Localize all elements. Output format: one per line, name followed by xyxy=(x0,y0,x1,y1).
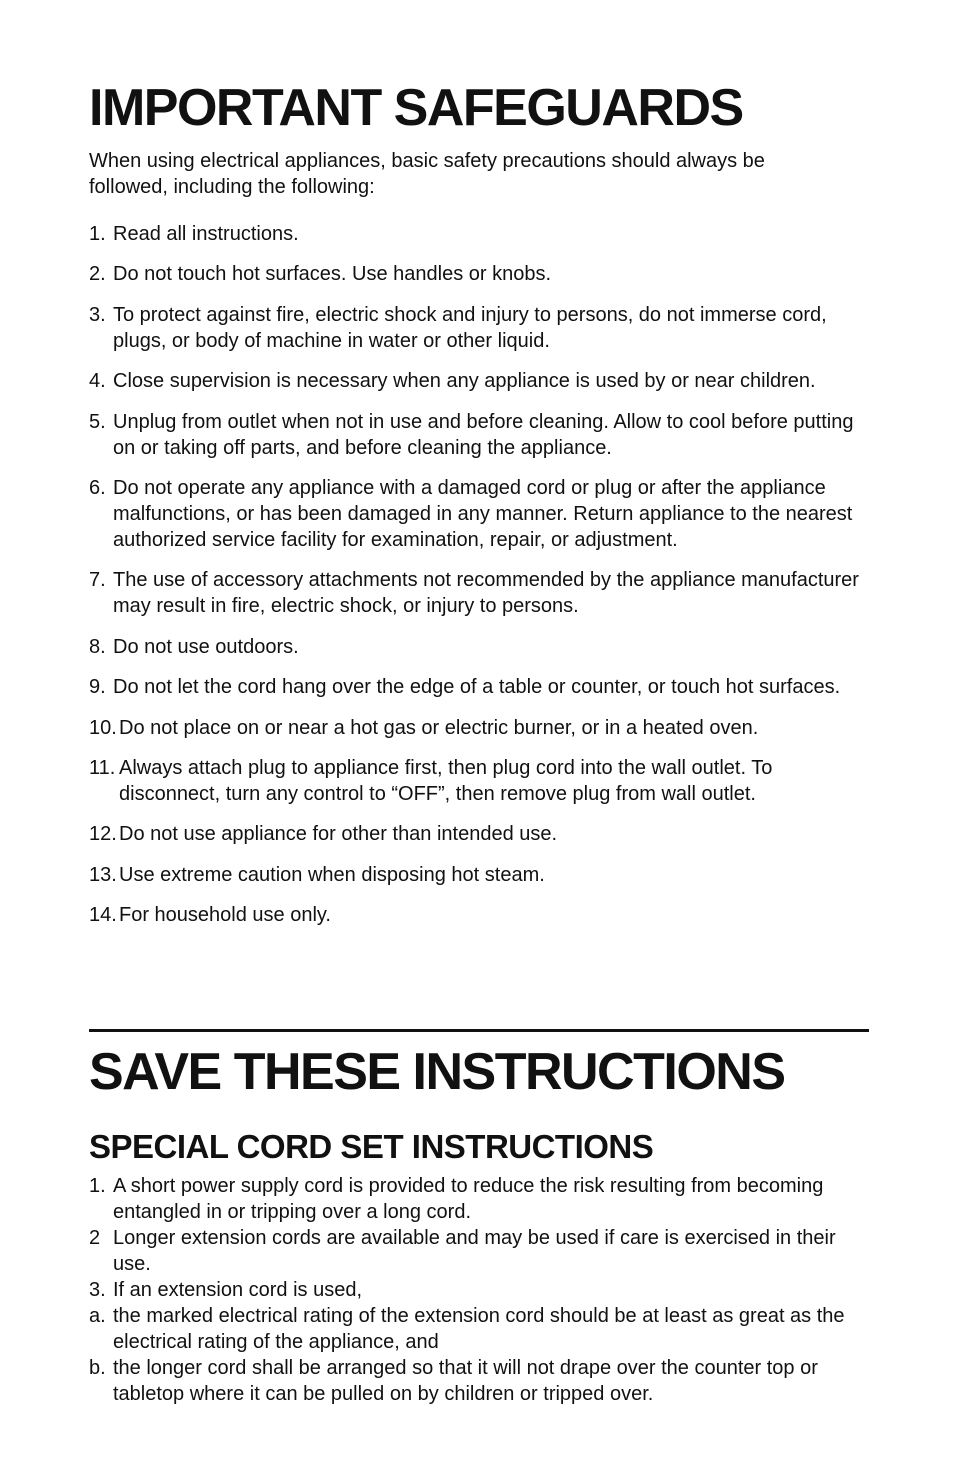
item-text: Read all instructions. xyxy=(113,223,299,245)
list-item xyxy=(89,475,869,553)
item-text: If an extension cord is used, xyxy=(113,1279,363,1301)
section-divider xyxy=(89,1029,869,1032)
item-text: Longer extension cords are available and may be used if care is exercised in their use. xyxy=(113,1227,836,1275)
item-number: 8. xyxy=(89,635,106,658)
list-item xyxy=(89,1225,869,1277)
item-text: The use of accessory attachments not recommended by the appliance manufacturer may result in fire, electric shock, or injury to persons. xyxy=(113,569,859,618)
item-number: 12. xyxy=(89,823,117,846)
item-text: For household use only. xyxy=(119,904,331,927)
item-number: a. xyxy=(89,1305,106,1327)
list-item xyxy=(89,302,869,354)
item-number: 2. xyxy=(89,263,106,286)
list-item xyxy=(89,821,869,847)
item-text: Use extreme caution when disposing hot steam. xyxy=(119,863,545,886)
list-item xyxy=(89,261,869,287)
item-text: A short power supply cord is provided to reduce the risk resulting from becoming entangled in or tripping over a long cord. xyxy=(113,1175,824,1223)
cord-section-title: SPECIAL CORD SET INSTRUCTIONS xyxy=(89,1128,654,1165)
item-number: 2 xyxy=(89,1227,101,1249)
safeguards-list xyxy=(89,221,869,942)
cord-instructions-list xyxy=(89,1173,869,1407)
item-number: 3. xyxy=(89,303,106,326)
list-item xyxy=(89,674,869,700)
item-text: Do not operate any appliance with a damaged cord or plug or after the appliance malfunctions, or has been damaged in any manner. Return appliance to the nearest authorized service facility for examination, repair, or adjustment. xyxy=(113,476,853,551)
item-text: Do not touch hot surfaces. Use handles or knobs. xyxy=(113,263,552,286)
item-text: Do not let the cord hang over the edge of a table or counter, or touch hot surfaces. xyxy=(113,676,841,699)
list-item xyxy=(89,1303,869,1355)
list-item xyxy=(89,862,869,888)
item-number: 5. xyxy=(89,410,106,433)
item-number: 14. xyxy=(89,904,117,927)
item-text: To protect against fire, electric shock and injury to persons, do not immerse cord, plugs, or body of machine in water or other liquid. xyxy=(113,303,827,352)
item-number: 10. xyxy=(89,716,117,739)
list-item xyxy=(89,409,869,461)
list-item xyxy=(89,902,869,928)
item-number: 1. xyxy=(89,223,106,245)
item-text: Always attach plug to appliance first, then plug cord into the wall outlet. To disconnect, turn any control to “OFF”, then remove plug from wall outlet. xyxy=(119,756,773,805)
item-text: Do not use appliance for other than intended use. xyxy=(119,823,558,846)
item-number: 11. xyxy=(89,756,116,779)
item-number: 4. xyxy=(89,370,106,393)
item-number: 1. xyxy=(89,1175,106,1197)
list-item xyxy=(89,221,869,247)
list-item xyxy=(89,1355,869,1407)
item-text: Unplug from outlet when not in use and before cleaning. Allow to cool before putting on or taking off parts, and before cleaning the appliance. xyxy=(113,410,854,459)
item-number: 6. xyxy=(89,476,106,499)
list-item xyxy=(89,368,869,394)
list-item xyxy=(89,567,869,619)
item-text: the marked electrical rating of the extension cord should be at least as great as the electrical rating of the appliance, and xyxy=(113,1305,845,1353)
list-item xyxy=(89,1173,869,1225)
item-number: 7. xyxy=(89,569,106,592)
intro-paragraph: When using electrical appliances, basic safety precautions should always be followed, including the following: xyxy=(89,150,765,198)
item-number: 13. xyxy=(89,863,117,886)
item-text: the longer cord shall be arranged so that it will not drape over the counter top or tabletop where it can be pulled on by children or tripped over. xyxy=(113,1357,818,1405)
save-instructions-title: SAVE THESE INSTRUCTIONS xyxy=(89,1043,785,1101)
item-text: Do not place on or near a hot gas or electric burner, or in a heated oven. xyxy=(119,716,759,739)
page-title: IMPORTANT SAFEGUARDS xyxy=(89,79,743,137)
item-text: Close supervision is necessary when any appliance is used by or near children. xyxy=(113,370,816,393)
item-number: b. xyxy=(89,1357,106,1379)
item-text: Do not use outdoors. xyxy=(113,635,299,658)
list-item xyxy=(89,634,869,660)
list-item xyxy=(89,755,869,807)
list-item xyxy=(89,1277,869,1303)
item-number: 9. xyxy=(89,676,106,699)
list-item xyxy=(89,715,869,741)
item-number: 3. xyxy=(89,1279,106,1301)
